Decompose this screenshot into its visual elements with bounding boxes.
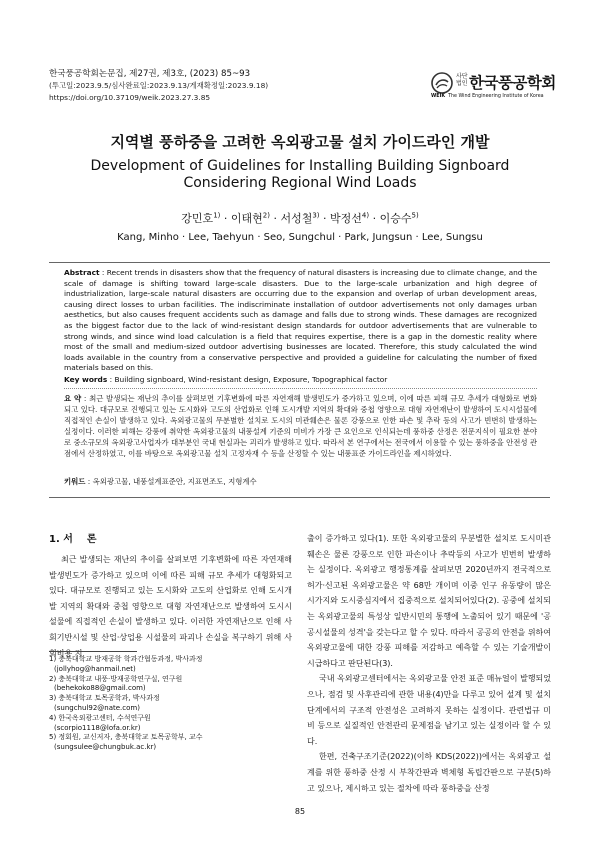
footnote-email: (sungchul92@nate.com): [54, 703, 140, 712]
author-name: 서성철: [280, 212, 313, 225]
author-name: 강민호: [181, 212, 214, 225]
abstract-top-rule: [49, 262, 550, 263]
abstract-divider: [64, 388, 537, 389]
footnote: 1) 충북대학교 방재공학 학과간협동과정, 박사과정: [49, 655, 203, 663]
abstract-ko-label: 요 약: [64, 394, 82, 403]
paper-title-korean: 지역별 풍하중을 고려한 옥외광고물 설치 가이드라인 개발: [110, 133, 490, 151]
submission-dates: (투고일:2023.9.5/심사완료일:2023.9.13/게재확정일:2023.9.18): [49, 81, 269, 90]
section-title: 서 론: [63, 534, 97, 545]
abstract-text: : Recent trends in disasters show that the frequency of natural disasters is increasing due to climate change, and the scale of damage is shifting toward large-scale disasters. Due to the large-scale urbanization and high degree of industrialization, large-scale natural disasters are occurring due to the expansion and overlap of urban development areas, causing direct losses to urban facilities. The indiscriminate installation of outdoor advertisements not only damages urban aesthetics, but also causes frequent accidents such as damage and falls due to strong winds. These damages are recognized as the biggest factor due to the lack of wind-resistant design standards for outdoor advertisements that are vulnerable to strong winds, and since wind load calculation is a field that requires expertise, there is a gap in the domestic reality where most of the small and medium-sized outdoor advertising businesses are located. Therefore, this study calculated the wind loads available in the country from a conservative perspective and provided a guideline for calculating the number of fixed materials based on this.: [64, 268, 537, 373]
keywords-english: [64, 375, 537, 384]
abstract-label: Abstract: [64, 268, 100, 277]
author-affiliation-mark: 2): [262, 211, 270, 220]
author-separator: ·: [323, 212, 327, 225]
page-number: 85: [294, 807, 306, 816]
journal-header: [49, 68, 268, 104]
body-left-column: [49, 552, 292, 661]
footnotes: [49, 655, 292, 753]
authors-english: Kang, Minho · Lee, Taehyun · Seo, Sungchul · Park, Jungsun · Lee, Sungsu: [117, 232, 483, 243]
abstract-english: [64, 268, 537, 374]
author-name: 박정선: [330, 212, 362, 225]
body-paragraph: 국내 옥외광고센터에서는 옥외광고물 안전 표준 매뉴얼이 발행되었으나, 점검 및 사후관리에 관한 내용(4)만을 다루고 있어 설계 및 설치단계에서의 구조적 안전성은 고려하지 못하는 실정이다. 관련법규 미비 등으로 실질적인 안전관리 문제점을 남기고 있는 실정이라 할 수 있다.: [307, 674, 551, 746]
authors-korean: [0, 210, 600, 226]
keywords-ko-text: : 옥외광고물, 내풍설계표준안, 지표면조도, 지형계수: [87, 477, 257, 486]
logo-name: 한국풍공학회: [469, 74, 556, 92]
weik-logo: [431, 70, 556, 98]
body-paragraph: 한편, 건축구조기준(2022)(이하 KDS(2022))에서는 옥외광고 설계를 위한 풍하중 산정 시 부착간판과 벽체형 독립간판으로 구분(5)하고 있으나, 제시하고 있는 절차에 따라 풍하중을 산정: [307, 752, 551, 793]
body-paragraph: 최근 발생되는 재난의 추이를 살펴보면 기후변화에 따른 자연재해 발생빈도가 증가하고 있으며 이에 따른 피해 규모 추세가 대형화되고 있다. 대규모로 진행되고 있는 도시화와 고도의 산업화로 인해 도시개발 지역의 확대와 중첩 영향으로 대형 자연재난으로 발생하여 도시시설물에 직접적인 손실이 발생하고 있다. 이러한 자연재난으로 인해 사회기반시설 및 산업·상업용 시설물의 파괴나 손실을 복구하기 위해 사회비용 지: [49, 555, 292, 658]
keywords-ko-label: 키워드: [64, 477, 86, 486]
footnote: 4) 한국옥외광고센터, 수석연구원: [49, 713, 151, 722]
author-separator: ·: [372, 212, 377, 225]
author-name: 이승수: [379, 212, 412, 225]
abstract-korean: [64, 393, 537, 459]
author-affiliation-mark: 1): [213, 211, 221, 220]
doi-link[interactable]: https://doi.org/10.37109/weik.2023.27.3.85: [49, 93, 211, 102]
logo-abbr: WEIK: [431, 94, 446, 99]
journal-citation: 한국풍공학회논문집, 제27권, 제3호, (2023) 85~93: [49, 69, 251, 79]
author-name: 이태현: [230, 212, 263, 225]
author-affiliation-mark: 3): [312, 211, 320, 220]
footnote: 5) 정회원, 교신저자, 충북대학교 토목공학부, 교수: [49, 733, 203, 742]
body-right-column: [307, 531, 551, 796]
abstract-ko-text: : 최근 발생되는 재난의 추이를 살펴보면 기후변화에 따른 자연재해 발생빈도가 증가하고 있으며, 이에 따른 피해 규모 추세가 대형화로 변화되고 있다. 대규모로 진행되고 있는 도시화와 고도의 산업화로 인해 도시개발 지역의 확대와 중첩 영향으로 대형 자연재난이 발생하여 도시시설물에 직접적인 손실이 발생하고 있다. 옥외광고물의 무분별한 설치로 도시의 미관훼손은 물론 강풍으로 인한 파손 및 추락 등의 사고가 빈번히 발생하는 실정이다. 이러한 피해는 강풍에 취약한 옥외광고물의 내풍설계 기준의 미비가 가장 큰 요인으로 인식되는데 풍하중 산정은 전문지식이 필요한 분야로 중소규모의 옥외광고사업자가 대부분인 국내 현실과는 괴리가 발생하고 있다. 따라서 본 연구에서는 전국에서 이용할 수 있는 풍하중을 안전성 관점에서 산정하였고, 이를 바탕으로 옥외광고물 설치 고정자재 수 등을 산정할 수 있는 내풍표준 가이드라인을 제시하였다.: [64, 394, 538, 458]
keywords-label: Key words: [64, 375, 108, 384]
footnote-email: (sungsulee@chungbuk.ac.kr): [54, 743, 157, 752]
author-separator: ·: [223, 212, 228, 225]
author-affiliation-mark: 5): [411, 211, 419, 220]
weik-logo-icon: [431, 72, 453, 94]
abstract-bottom-rule: [49, 497, 550, 498]
author-affiliation-mark: 4): [361, 211, 370, 220]
paper-title-english: [0, 158, 600, 192]
keywords-korean: [64, 476, 537, 487]
section-heading: [49, 530, 97, 545]
footnote: 2) 충북대학교 내풍·방재공학연구실, 연구원: [49, 674, 183, 683]
logo-name-en: The Wind Engineering Institute of Korea: [448, 94, 544, 99]
footnote-email: (scorpio1118@lofa.or.kr): [54, 723, 141, 732]
body-paragraph: 출이 증가하고 있다(1). 또한 옥외광고물의 무분별한 설치로 도시미관 훼손은 물론 강풍으로 인한 파손이나 추락등의 사고가 빈번히 발생하는 실정이다. 옥외광고 행정통계를 살펴보면 2020년까지 전국적으로 허가·신고된 옥외광고물은 약 68만 개이며 이중 인구 유동량이 많은 시가지와 도시중심지에서 집중적으로 설치되어있다(2). 공중에 설치되는 옥외광고물의 특성상 일반시민의 통행에 노출되어 있기 때문에 '공공시설물의 성격'을 갖는다고 할 수 있다. 따라서 공공의 안전을 위하여 옥외광고물에 대한 강풍 피해를 저감하고 예측할 수 있는 기술개발이 시급하다고 판단된다(3).: [307, 534, 552, 668]
footnote-email: (jollyhog@hanmail.net): [54, 664, 136, 673]
keywords-text: : Building signboard, Wind-resistant design, Exposure, Topographical factor: [109, 375, 388, 384]
footnote-rule: [49, 651, 137, 652]
footnote-email: (behekoko88@gmail.com): [54, 684, 146, 693]
paper-title-english-line2: Considering Regional Wind Loads: [183, 175, 417, 191]
paper-title-english-line1: Development of Guidelines for Installing Building Signboard: [90, 158, 510, 174]
logo-subtitle: [431, 94, 544, 99]
section-number: 1.: [49, 534, 60, 545]
author-separator: ·: [273, 212, 277, 225]
logo-prefix: 사단 법인: [456, 73, 468, 87]
footnote: 3) 충북대학교 토목공학과, 박사과정: [49, 694, 160, 703]
